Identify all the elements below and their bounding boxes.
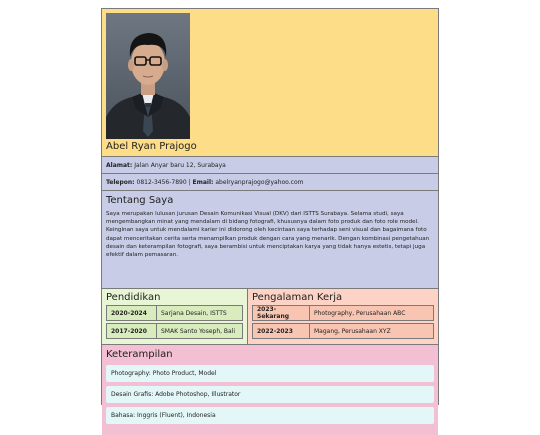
table-row xyxy=(107,306,243,321)
address-row xyxy=(102,157,438,174)
about-text: Saya merupakan lulusan jurusan Desain Komunikasi Visual (DKV) dari ISTTS Surabaya. Selama studi, saya mengembangkan minat yang mendalam di bidang fotografi, khususnya dalam foto produk dan foto role model. Keinginan saya untuk mendalami karier ini didorong oleh kecintaan saya terhadap seni visual dan bagaimana foto dapat menceritakan cerita serta menampilkan produk dengan cara yang menarik. Dengan kombinasi pengetahuan desain dan keterampilan fotografi, saya berambisi untuk menciptakan karya yang tidak hanya estetis, tetapi juga efektif dalam pemasaran. xyxy=(106,211,430,259)
profile-name: Abel Ryan Prajogo xyxy=(106,141,197,152)
work-table xyxy=(252,305,434,339)
email-value: abelryanprajogo@yahoo.com xyxy=(215,179,304,186)
skills-section xyxy=(102,345,438,435)
education-years: 2020-2024 xyxy=(107,306,157,321)
email-label: Email: xyxy=(192,179,214,186)
education-desc: SMAK Santo Yoseph, Bali xyxy=(157,324,243,339)
work-years: 2023-Sekarang xyxy=(253,306,310,321)
work-title: Pengalaman Kerja xyxy=(252,292,343,303)
about-section xyxy=(102,191,438,289)
contact-separator: | xyxy=(188,179,191,186)
work-desc: Magang, Perusahaan XYZ xyxy=(310,324,434,339)
skill-item: Bahasa: Inggris (Fluent), Indonesia xyxy=(106,407,434,424)
work-years: 2022-2023 xyxy=(253,324,310,339)
profile-header xyxy=(102,9,438,157)
table-row xyxy=(107,324,243,339)
work-desc: Photography, Perusahaan ABC xyxy=(310,306,434,321)
address-value: Jalan Anyar baru 12, Surabaya xyxy=(134,162,226,169)
contact-row xyxy=(102,174,438,191)
profile-photo xyxy=(106,13,190,139)
education-title: Pendidikan xyxy=(106,292,161,303)
skills-title: Keterampilan xyxy=(106,349,173,360)
skill-item: Photography: Photo Product, Model xyxy=(106,365,434,382)
portrait-photo-icon xyxy=(106,13,190,139)
education-work-row xyxy=(102,289,438,345)
skill-item: Desain Grafis: Adobe Photoshop, Illustrator xyxy=(106,386,434,403)
education-section xyxy=(102,289,248,344)
phone-value: 0812-3456-7890 xyxy=(136,179,187,186)
education-table xyxy=(106,305,243,339)
resume-document xyxy=(101,8,439,419)
education-desc: Sarjana Desain, ISTTS xyxy=(157,306,243,321)
work-section xyxy=(248,289,438,344)
education-years: 2017-2020 xyxy=(107,324,157,339)
about-title: Tentang Saya xyxy=(106,195,174,206)
address-label: Alamat: xyxy=(106,162,133,169)
phone-label: Telepon: xyxy=(106,179,135,186)
table-row xyxy=(253,306,434,321)
table-row xyxy=(253,324,434,339)
